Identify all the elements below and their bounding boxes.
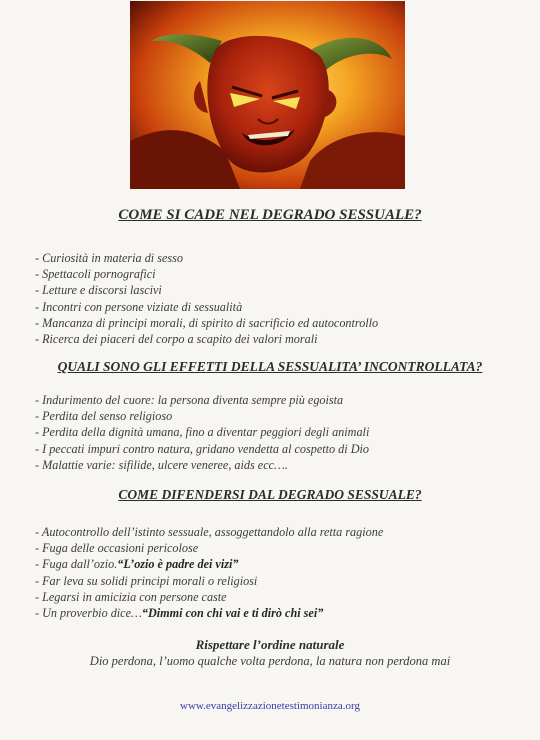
defense-list bbox=[35, 524, 383, 621]
list-item: - Perdita della dignità umana, fino a diventar peggiori degli animali bbox=[35, 425, 370, 440]
list-item: - Far leva su solidi principi morali o religiosi bbox=[35, 573, 258, 588]
list-item: - Mancanza di principi morali, di spirito di sacrificio ed autocontrollo bbox=[35, 315, 379, 330]
effects-list bbox=[35, 392, 369, 473]
list-item: - Curiosità in materia di sesso bbox=[35, 251, 183, 265]
list-item: - I peccati impuri contro natura, gridano vendetta al cospetto di Dio bbox=[35, 441, 369, 456]
section-heading-defense: COME DIFENDERSI DAL DEGRADO SESSUALE? bbox=[118, 487, 422, 502]
website-link[interactable]: www.evangelizzazionetestimonianza.org bbox=[180, 700, 360, 712]
list-item: - Indurimento del cuore: la persona diventa sempre più egoista bbox=[35, 393, 344, 407]
list-item: - Perdita del senso religioso bbox=[35, 409, 173, 424]
list-item: - Ricerca dei piaceri del corpo a scapito dei valori morali bbox=[35, 332, 318, 347]
quote-proverbio: “Dimmi con chi vai e ti dirò chi sei” bbox=[141, 606, 324, 621]
quote-ozio: “L’ozio è padre dei vizi” bbox=[117, 557, 239, 572]
section-heading-effects: QUALI SONO GLI EFFETTI DELLA SESSUALITA’ INCONTROLLATA? bbox=[57, 359, 483, 374]
section-heading-cause: COME SI CADE NEL DEGRADO SESSUALE? bbox=[118, 207, 422, 223]
list-item: - Legarsi in amicizia con persone caste bbox=[35, 589, 227, 604]
list-item-prefix: - Un proverbio dice… bbox=[35, 606, 142, 621]
list-item-prefix: - Fuga dall’ozio. bbox=[35, 557, 118, 572]
list-item: - Malattie varie: sifilide, ulcere veneree, aids ecc…. bbox=[35, 457, 288, 472]
cause-list bbox=[35, 250, 378, 347]
list-item: - Autocontrollo dell’istinto sessuale, assoggettandolo alla retta ragione bbox=[35, 525, 384, 539]
list-item: - Incontri con persone viziate di sessualità bbox=[35, 299, 243, 314]
list-item-proverbio bbox=[35, 605, 383, 621]
list-item: - Spettacoli pornografici bbox=[35, 267, 156, 282]
closing-title: Rispettare l’ordine naturale bbox=[195, 637, 345, 652]
list-item: - Letture e discorsi lascivi bbox=[35, 283, 162, 298]
devil-illustration bbox=[130, 1, 405, 189]
devil-image bbox=[130, 1, 405, 189]
list-item: - Fuga delle occasioni pericolose bbox=[35, 541, 199, 556]
list-item-ozio bbox=[35, 556, 383, 572]
closing-text: Dio perdona, l’uomo qualche volta perdona, la natura non perdona mai bbox=[89, 654, 451, 668]
